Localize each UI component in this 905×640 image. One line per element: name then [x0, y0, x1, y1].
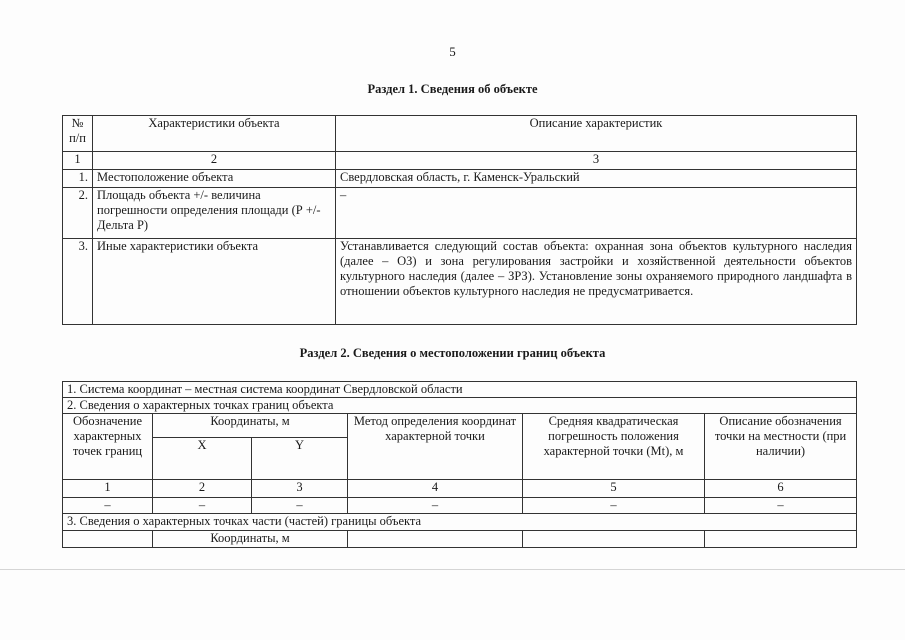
- boundary-points-table: [62, 381, 857, 548]
- header-y: Y: [252, 438, 348, 480]
- header-error: Средняя квадратическая погрешность положения характерной точки (Mt), м: [523, 414, 705, 480]
- row-description: Устанавливается следующий состав объекта: охранная зона объектов культурного наследия (далее – ОЗ) и зона регулирования застройки и хозяйственной деятельности объектов культурного наследия (далее – ЗРЗ). Установление зоны охраняемого природного ландшафта в отношении объектов культурного наследия не предусматривается.: [336, 239, 857, 325]
- col-num-1: 1: [63, 152, 93, 170]
- col-num-5: 5: [523, 480, 705, 498]
- empty-cell: [348, 531, 523, 548]
- header-description: Описание характеристик: [336, 116, 857, 152]
- header-number: № п/п: [63, 116, 93, 152]
- empty-cell: [705, 531, 857, 548]
- part-title-row: [63, 514, 857, 531]
- empty-cell: [63, 531, 153, 548]
- col-num-4: 4: [348, 480, 523, 498]
- empty-cell: [523, 531, 705, 548]
- dash-cell: –: [63, 498, 153, 514]
- row-number: 2.: [63, 188, 93, 239]
- header-coordinates: Координаты, м: [153, 414, 348, 438]
- table-header-row: [63, 414, 857, 438]
- object-info-table: [62, 115, 857, 325]
- row-characteristic: Местоположение объекта: [93, 170, 336, 188]
- row-description: –: [336, 188, 857, 239]
- header-designation: Обозначение характерных точек границ: [63, 414, 153, 480]
- part-title-text: 3. Сведения о характерных точках части (частей) границы объекта: [63, 514, 857, 531]
- col-num-6: 6: [705, 480, 857, 498]
- page-number: 5: [449, 44, 456, 59]
- col-num-2: 2: [153, 480, 252, 498]
- part-coordinates-header: Координаты, м: [153, 531, 348, 548]
- header-method: Метод определения координат характерной точки: [348, 414, 523, 480]
- column-numbering-row: [63, 152, 857, 170]
- table-row: [63, 170, 857, 188]
- col-num-3: 3: [252, 480, 348, 498]
- table-row: [63, 239, 857, 325]
- coord-system-row: [63, 382, 857, 398]
- coord-system-text: 1. Система координат – местная система координат Свердловской области: [63, 382, 857, 398]
- table-row: [63, 188, 857, 239]
- part-header-row: [63, 531, 857, 548]
- header-point-description: Описание обозначения точки на местности (при наличии): [705, 414, 857, 480]
- section2-title: Раздел 2. Сведения о местоположении границ объекта: [299, 346, 606, 360]
- dash-cell: –: [348, 498, 523, 514]
- points-title-text: 2. Сведения о характерных точках границ объекта: [63, 398, 857, 414]
- table-row: [63, 498, 857, 514]
- row-number: 1.: [63, 170, 93, 188]
- row-characteristic: Иные характеристики объекта: [93, 239, 336, 325]
- row-characteristic: Площадь объекта +/- величина погрешности определения площади (Р +/- Дельта Р): [93, 188, 336, 239]
- header-x: X: [153, 438, 252, 480]
- dash-cell: –: [523, 498, 705, 514]
- col-num-1: 1: [63, 480, 153, 498]
- column-numbering-row: [63, 480, 857, 498]
- row-description: Свердловская область, г. Каменск-Уральский: [336, 170, 857, 188]
- points-title-row: [63, 398, 857, 414]
- dash-cell: –: [705, 498, 857, 514]
- dash-cell: –: [153, 498, 252, 514]
- row-number: 3.: [63, 239, 93, 325]
- col-num-2: 2: [93, 152, 336, 170]
- table-header-row: [63, 116, 857, 152]
- section1-title: Раздел 1. Сведения об объекте: [367, 82, 538, 96]
- header-characteristics: Характеристики объекта: [93, 116, 336, 152]
- dash-cell: –: [252, 498, 348, 514]
- page-edge-divider: [0, 569, 905, 570]
- col-num-3: 3: [336, 152, 857, 170]
